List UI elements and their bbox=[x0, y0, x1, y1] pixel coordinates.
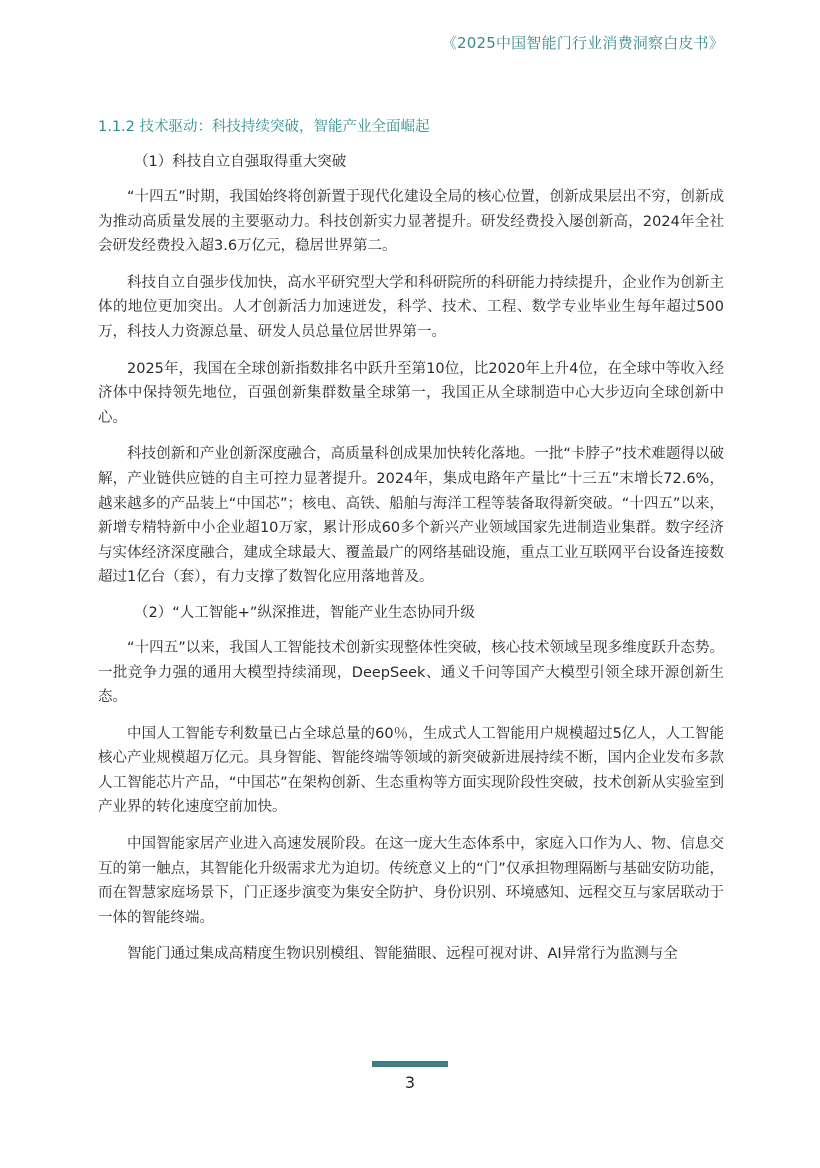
subheading-1: （1）科技自立自强取得重大突破 bbox=[134, 154, 347, 170]
paragraph: 中国人工智能专利数量已占全球总量的60％，生成式人工智能用户规模超过5亿人，人工智能核心产业规模超万亿元。具身智能、智能终端等领域的新突破新进展持续不断，国内企业发布多款人工智能芯片产品，“中国芯”在架构创新、生态重构等方面实现阶段性突破，技术创新从实验室到产业界的转化速度空前加快。 bbox=[98, 725, 724, 816]
running-header-title: 《2025中国智能门行业消费洞察白皮书》 bbox=[441, 34, 724, 52]
paragraph: 中国智能家居产业进入高速发展阶段。在这一庞大生态体系中，家庭入口作为人、物、信息交互的第一触点，其智能化升级需求尤为迫切。传统意义上的“门”仅承担物理隔断与基础安防功能，而在智慧家庭场景下，门正逐步演变为集安全防护、身份识别、环境感知、远程交互与家居联动于一体的智能终端。 bbox=[98, 836, 724, 926]
section-heading: 1.1.2 技术驱动：科技持续突破，智能产业全面崛起 bbox=[98, 119, 430, 135]
paragraph: 智能门通过集成高精度生物识别模组、智能猫眼、远程可视对讲、AI异常行为监测与全 bbox=[127, 946, 678, 963]
subheading-2: （2）“人工智能+”纵深推进，智能产业生态协同升级 bbox=[134, 604, 475, 621]
paragraph: 2025年，我国在全球创新指数排名中跃升至第10位，比2020年上升4位，在全球中等收入经济体中保持领先地位，百强创新集群数量全球第一，我国正从全球制造中心大步迈向全球创新中心。 bbox=[98, 360, 724, 426]
paragraph: “十四五”时期，我国始终将创新置于现代化建设全局的核心位置，创新成果层出不穷，创新成为推动高质量发展的主要驱动力。科技创新实力显著提升。研发经费投入屡创新高，2024年全社会研发经费投入超3.6万亿元，稳居世界第二。 bbox=[98, 189, 724, 255]
paragraph: 科技创新和产业创新深度融合，高质量科创成果加快转化落地。一批“卡脖子”技术难题得以破解，产业链供应链的自主可控力显著提升。2024年，集成电路年产量比“十三五”末增长72.6%，越来越多的产品装上“中国芯”；核电、高铁、船舶与海洋工程等装备取得新突破。“十四五”以来，新增专精特新中小企业超10万家，累计形成60多个新兴产业领域国家先进制造业集群。数字经济与实体经济深度融合，建成全球最大、覆盖最广的网络基础设施，重点工业互联网平台设备连接数超过1亿台（套），有力支撑了数智化应用落地普及。 bbox=[98, 446, 724, 586]
footer-accent-bar bbox=[372, 1061, 448, 1067]
page-number: 3 bbox=[404, 1073, 416, 1092]
paragraph: “十四五”以来，我国人工智能技术创新实现整体性突破，核心技术领域呈现多维度跃升态势。一批竞争力强的通用大模型持续涌现，DeepSeek、通义千问等国产大模型引领全球开源创新生态。 bbox=[98, 639, 724, 706]
paragraph: 科技自立自强步伐加快，高水平研究型大学和科研院所的科研能力持续提升，企业作为创新主体的地位更加突出。人才创新活力加速迸发，科学、技术、工程、数学专业毕业生每年超过500万，科技人力资源总量、研发人员总量位居世界第一。 bbox=[98, 274, 724, 340]
main-content bbox=[98, 116, 724, 979]
